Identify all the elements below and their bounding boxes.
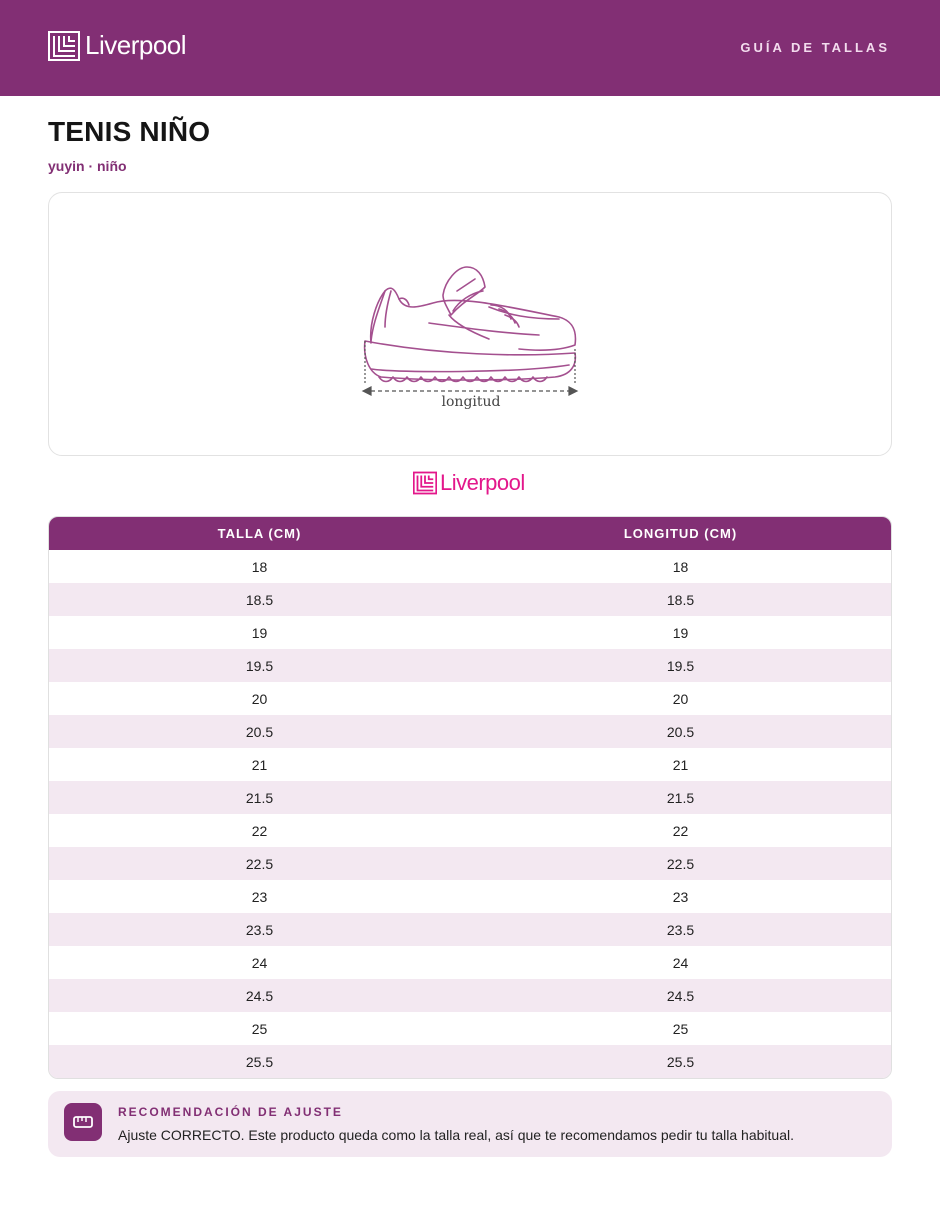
size-guide-link[interactable]: GUÍA DE TALLAS <box>740 40 890 55</box>
cell-longitud: 21 <box>672 756 689 773</box>
cell-talla: 22.5 <box>245 855 274 872</box>
fit-recommendation <box>48 1091 892 1157</box>
table-row <box>49 748 891 781</box>
cell-longitud: 24.5 <box>666 987 695 1004</box>
table-body <box>49 550 891 1078</box>
table-row <box>49 583 891 616</box>
recommendation-title: RECOMENDACIÓN DE AJUSTE <box>118 1105 343 1119</box>
cell-talla: 21.5 <box>245 789 274 806</box>
table-row <box>49 682 891 715</box>
table-row <box>49 616 891 649</box>
column-header-longitud: LONGITUD (CM) <box>623 526 738 541</box>
table-row <box>49 649 891 682</box>
size-table <box>48 516 892 1079</box>
top-header <box>0 0 940 96</box>
logo-wordmark: Liverpool <box>85 30 187 60</box>
table-row <box>49 1012 891 1045</box>
cell-longitud: 22.5 <box>666 855 695 872</box>
table-row <box>49 781 891 814</box>
cell-talla: 25 <box>251 1020 268 1037</box>
brand-wordmark: Liverpool <box>440 470 525 495</box>
cell-longitud: 18.5 <box>666 591 695 608</box>
table-header <box>49 517 891 550</box>
illustration-card <box>48 192 892 456</box>
cell-longitud: 21.5 <box>666 789 695 806</box>
cell-talla: 19 <box>251 624 268 641</box>
cell-talla: 23 <box>251 888 268 905</box>
cell-talla: 24.5 <box>245 987 274 1004</box>
table-row <box>49 1045 891 1078</box>
cell-talla: 25.5 <box>245 1053 274 1070</box>
liverpool-logo-icon <box>413 471 437 495</box>
table-row <box>49 550 891 583</box>
table-row <box>49 715 891 748</box>
cell-talla: 18 <box>251 558 268 575</box>
cell-longitud: 25.5 <box>666 1053 695 1070</box>
page-title: TENIS NIÑO <box>48 116 211 147</box>
cell-talla: 20.5 <box>245 723 274 740</box>
cell-talla: 23.5 <box>245 921 274 938</box>
table-row <box>49 913 891 946</box>
table-row <box>49 847 891 880</box>
cell-longitud: 20.5 <box>666 723 695 740</box>
liverpool-logo-icon <box>48 31 80 61</box>
cell-talla: 24 <box>251 954 268 971</box>
liverpool-logo[interactable] <box>48 30 186 61</box>
cell-longitud: 23.5 <box>666 921 695 938</box>
recommendation-text: Ajuste CORRECTO. Este producto queda como la talla real, así que te recomendamos pedir tu talla habitual. <box>118 1127 794 1143</box>
table-row <box>49 814 891 847</box>
column-header-talla: TALLA (CM) <box>217 526 302 541</box>
cell-longitud: 19 <box>672 624 689 641</box>
cell-talla: 20 <box>251 690 268 707</box>
cell-longitud: 19.5 <box>666 657 695 674</box>
product-subtitle: yuyin · niño <box>48 158 127 174</box>
cell-longitud: 23 <box>672 888 689 905</box>
cell-longitud: 24 <box>672 954 689 971</box>
cell-longitud: 20 <box>672 690 689 707</box>
table-row <box>49 946 891 979</box>
shoe-illustration-icon <box>359 261 589 401</box>
cell-talla: 18.5 <box>245 591 274 608</box>
ruler-icon <box>64 1103 102 1141</box>
table-row <box>49 880 891 913</box>
cell-longitud: 22 <box>672 822 689 839</box>
measure-label: longitud <box>441 394 501 410</box>
cell-talla: 22 <box>251 822 268 839</box>
table-row <box>49 979 891 1012</box>
cell-talla: 21 <box>251 756 268 773</box>
cell-longitud: 18 <box>672 558 689 575</box>
cell-longitud: 25 <box>672 1020 689 1037</box>
cell-talla: 19.5 <box>245 657 274 674</box>
brand-logo <box>413 470 525 496</box>
